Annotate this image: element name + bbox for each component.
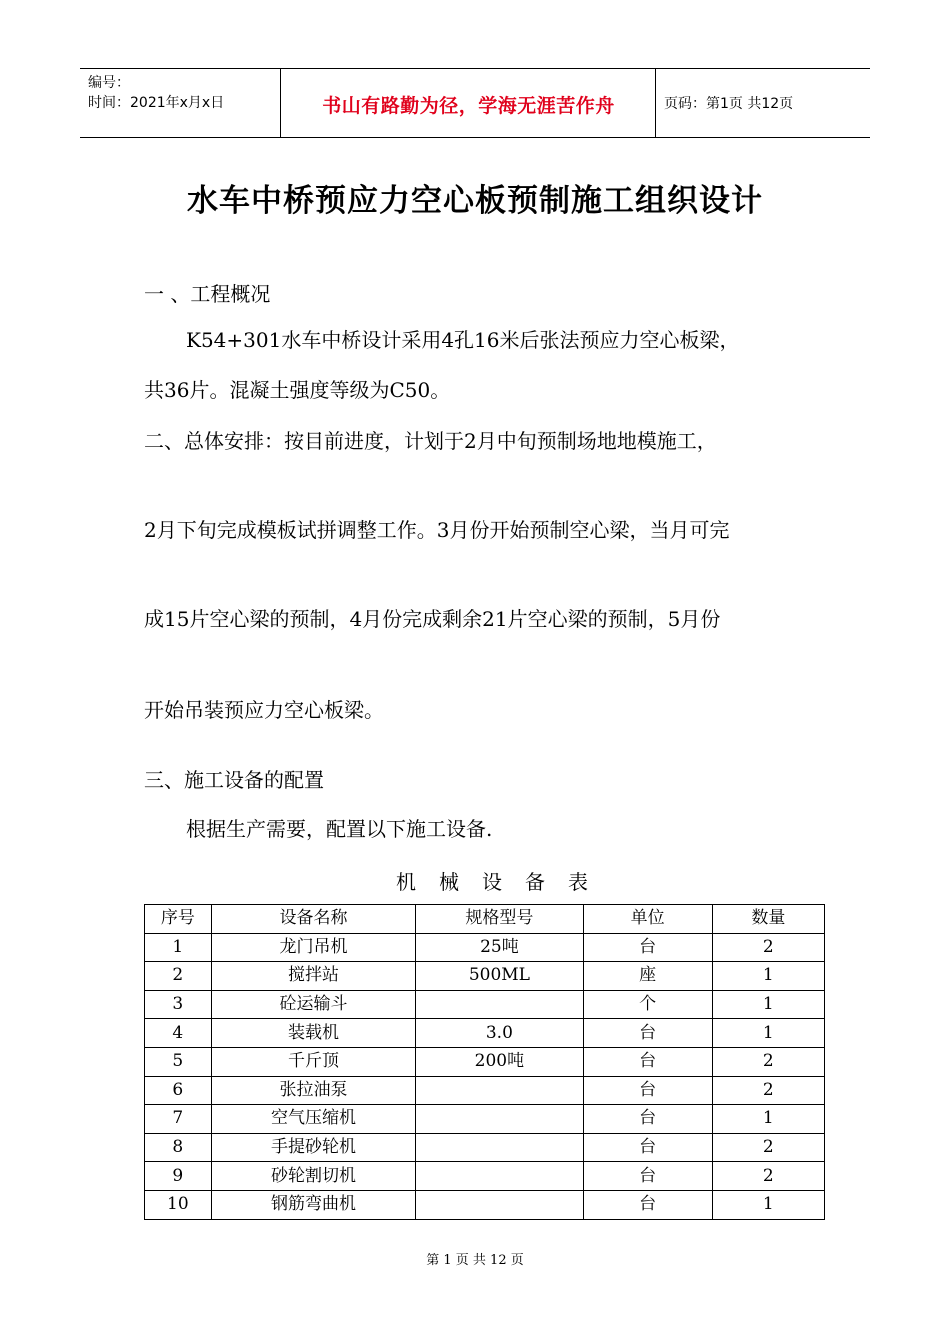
header-meta <box>88 73 278 113</box>
header-motto: 书山有路勤为径，学海无涯苦作舟 <box>322 95 615 117</box>
cell-unit: 台 <box>583 1133 712 1162</box>
section-3-heading: 三、施工设备的配置 <box>144 768 324 792</box>
header-cell: 序号 <box>145 905 212 934</box>
table-row <box>145 1105 825 1134</box>
cell-qty: 1 <box>712 962 824 991</box>
cell-spec <box>416 1133 583 1162</box>
cell-index: 4 <box>145 1019 212 1048</box>
header-cell: 设备名称 <box>211 905 416 934</box>
header-cell: 规格型号 <box>416 905 583 934</box>
section-1-paragraph-line: 共36片。混凝土强度等级为C50。 <box>144 378 451 402</box>
table-row <box>145 1162 825 1191</box>
cell-qty: 1 <box>712 1019 824 1048</box>
cell-unit: 台 <box>583 1047 712 1076</box>
cell-spec: 200吨 <box>416 1047 583 1076</box>
section-2-line: 2月下旬完成模板试拼调整工作。3月份开始预制空心梁，当月可完 <box>144 518 730 542</box>
table-row <box>145 1133 825 1162</box>
number-label: 编号： <box>88 75 130 91</box>
cell-index: 7 <box>145 1105 212 1134</box>
cell-spec <box>416 1105 583 1134</box>
cell-index: 3 <box>145 990 212 1019</box>
table-row <box>145 990 825 1019</box>
header-divider <box>655 69 656 137</box>
cell-index: 9 <box>145 1162 212 1191</box>
cell-name: 手提砂轮机 <box>211 1133 416 1162</box>
section-2-line: 二、总体安排：按目前进度，计划于2月中旬预制场地地模施工， <box>144 429 717 453</box>
caption-char: 械 <box>439 870 460 894</box>
cell-index: 2 <box>145 962 212 991</box>
cell-unit: 台 <box>583 1076 712 1105</box>
table-row <box>145 1076 825 1105</box>
page-header <box>80 68 870 138</box>
cell-name: 砼运输斗 <box>211 990 416 1019</box>
header-page-info: 页码：第1页 共12页 <box>664 96 794 112</box>
cell-spec: 500ML <box>416 962 583 991</box>
table-caption <box>396 866 589 895</box>
section-3-paragraph: 根据生产需要，配置以下施工设备. <box>186 817 493 841</box>
section-2-line: 成15片空心梁的预制，4月份完成剩余21片空心梁的预制，5月份 <box>144 607 721 631</box>
cell-unit: 台 <box>583 1162 712 1191</box>
cell-name: 千斤顶 <box>211 1047 416 1076</box>
caption-char: 设 <box>482 870 503 894</box>
caption-char: 表 <box>568 870 589 894</box>
cell-qty: 2 <box>712 1047 824 1076</box>
cell-qty: 2 <box>712 1076 824 1105</box>
cell-name: 空气压缩机 <box>211 1105 416 1134</box>
cell-index: 1 <box>145 933 212 962</box>
table-row <box>145 933 825 962</box>
cell-index: 10 <box>145 1190 212 1219</box>
table-row <box>145 1047 825 1076</box>
page-footer: 第 1 页 共 12 页 <box>426 1253 524 1268</box>
header-cell: 单位 <box>583 905 712 934</box>
cell-qty: 1 <box>712 990 824 1019</box>
cell-name: 砂轮割切机 <box>211 1162 416 1191</box>
cell-qty: 1 <box>712 1190 824 1219</box>
cell-spec <box>416 1190 583 1219</box>
cell-unit: 台 <box>583 1190 712 1219</box>
table-row <box>145 1190 825 1219</box>
cell-spec: 3.0 <box>416 1019 583 1048</box>
cell-index: 5 <box>145 1047 212 1076</box>
cell-spec: 25吨 <box>416 933 583 962</box>
header-divider <box>280 69 281 137</box>
cell-unit: 台 <box>583 1019 712 1048</box>
equipment-table <box>144 904 825 1220</box>
cell-qty: 2 <box>712 933 824 962</box>
cell-name: 钢筋弯曲机 <box>211 1190 416 1219</box>
section-2-line: 开始吊装预应力空心板梁。 <box>144 698 384 722</box>
table-header-row <box>145 905 825 934</box>
cell-spec <box>416 990 583 1019</box>
time-label: 时间：2021年x月x日 <box>88 95 225 111</box>
cell-unit: 台 <box>583 1105 712 1134</box>
header-cell: 数量 <box>712 905 824 934</box>
cell-spec <box>416 1162 583 1191</box>
cell-qty: 1 <box>712 1105 824 1134</box>
section-1-heading: 一 、工程概况 <box>144 282 271 306</box>
cell-spec <box>416 1076 583 1105</box>
cell-name: 张拉油泵 <box>211 1076 416 1105</box>
table-row <box>145 962 825 991</box>
cell-unit: 个 <box>583 990 712 1019</box>
cell-index: 8 <box>145 1133 212 1162</box>
cell-name: 龙门吊机 <box>211 933 416 962</box>
cell-name: 装载机 <box>211 1019 416 1048</box>
cell-qty: 2 <box>712 1162 824 1191</box>
cell-index: 6 <box>145 1076 212 1105</box>
cell-unit: 台 <box>583 933 712 962</box>
caption-char: 机 <box>396 870 417 894</box>
table-row <box>145 1019 825 1048</box>
cell-unit: 座 <box>583 962 712 991</box>
cell-qty: 2 <box>712 1133 824 1162</box>
document-title: 水车中桥预应力空心板预制施工组织设计 <box>187 183 763 219</box>
section-1-paragraph-line: K54+301水车中桥设计采用4孔16米后张法预应力空心板梁， <box>186 328 740 352</box>
caption-char: 备 <box>525 870 546 894</box>
cell-name: 搅拌站 <box>211 962 416 991</box>
